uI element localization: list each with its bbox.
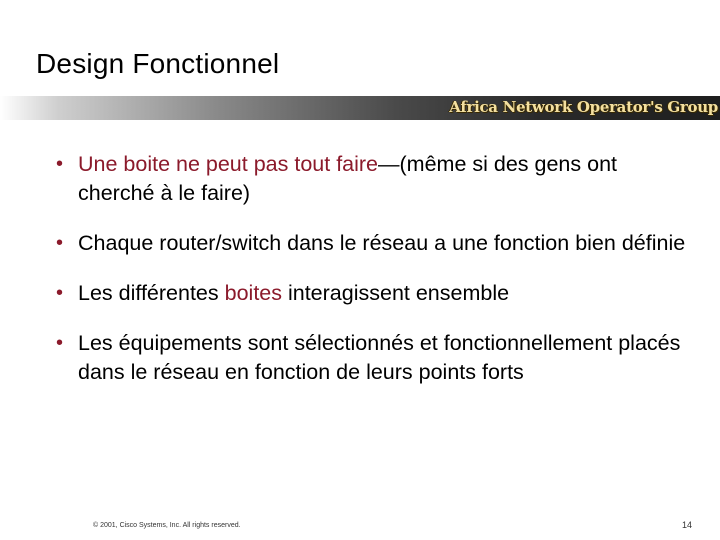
bullet-item: [56, 150, 696, 208]
header-banner: [0, 96, 720, 120]
bullet-text: —(même si des gens ont cherché à le faire): [78, 152, 618, 205]
copyright-footer: © 2001, Cisco Systems, Inc. All rights reserved.: [93, 522, 241, 529]
afnog-logo: Africa Network Operator's Group: [449, 98, 718, 116]
bullet-item: [56, 229, 696, 258]
bullet-highlight-text: boites: [224, 281, 282, 305]
bullet-list: [56, 150, 696, 387]
bullet-marker: •: [56, 332, 64, 354]
page-number: 14: [681, 520, 692, 530]
bullet-text: Chaque router/switch dans le réseau a une fonction bien définie: [78, 231, 686, 255]
bullet-marker: •: [56, 282, 64, 304]
bullet-text: Les différentes: [78, 281, 225, 305]
bullet-marker: •: [56, 232, 64, 254]
bullet-marker: •: [56, 153, 64, 175]
bullet-highlight-text: Une boite ne peut pas tout faire: [78, 152, 379, 176]
bullet-item: [56, 279, 696, 308]
bullet-text: interagissent ensemble: [282, 281, 510, 305]
bullet-item: [56, 329, 696, 387]
slide-title: Design Fonctionnel: [36, 48, 280, 79]
bullet-text: Les équipements sont sélectionnés et fonctionnellement placés dans le réseau en fonction de leurs points forts: [78, 331, 681, 384]
